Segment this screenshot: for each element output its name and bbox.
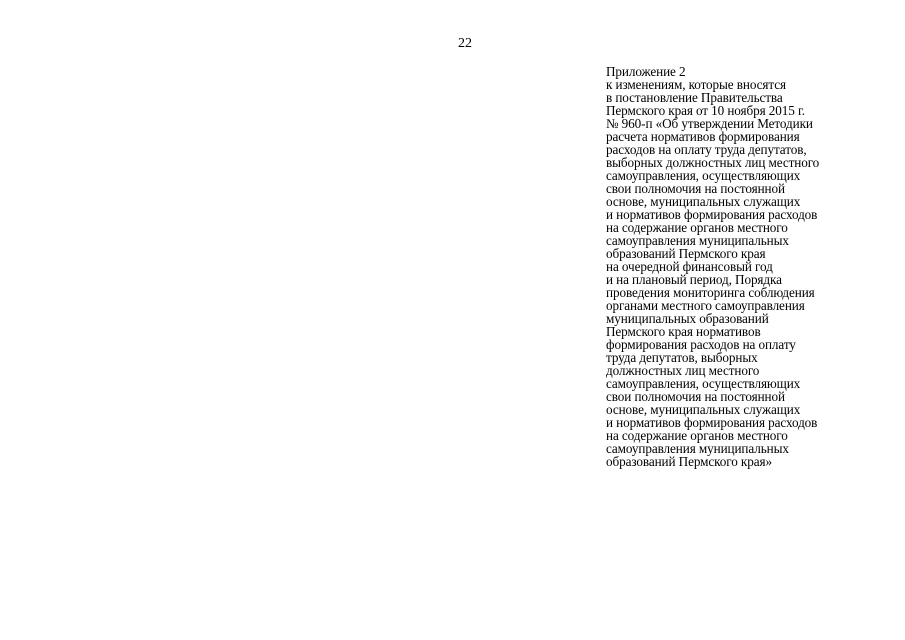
appendix-line: формирования расходов на оплату — [606, 337, 796, 352]
appendix-line: муниципальных образований — [606, 311, 769, 326]
appendix-line: расчета нормативов формирования — [606, 129, 800, 144]
page-number: 22 — [458, 36, 472, 51]
appendix-line: и нормативов формирования расходов — [606, 415, 818, 430]
appendix-line: свои полномочия на постоянной — [606, 181, 785, 196]
appendix-line: на содержание органов местного — [606, 428, 788, 443]
appendix-line: самоуправления муниципальных — [606, 233, 789, 248]
appendix-line: образований Пермского края — [606, 246, 766, 261]
appendix-line: № 960-п «Об утверждении Методики — [606, 116, 813, 131]
appendix-line: самоуправления муниципальных — [606, 441, 789, 456]
appendix-line: в постановление Правительства — [606, 90, 783, 105]
appendix-line: расходов на оплату труда депутатов, — [606, 142, 807, 157]
appendix-line: органами местного самоуправления — [606, 298, 805, 313]
appendix-line: к изменениям, которые вносятся — [606, 77, 786, 92]
appendix-line: и нормативов формирования расходов — [606, 207, 818, 222]
appendix-line: Приложение 2 — [606, 64, 686, 79]
appendix-line: на содержание органов местного — [606, 220, 788, 235]
appendix-line: на очередной финансовый год — [606, 259, 773, 274]
appendix-line: свои полномочия на постоянной — [606, 389, 785, 404]
appendix-line: и на плановый период, Порядка — [606, 272, 782, 287]
appendix-heading-block — [606, 65, 896, 468]
appendix-line: основе, муниципальных служащих — [606, 194, 801, 209]
appendix-line: самоуправления, осуществляющих — [606, 376, 801, 391]
appendix-line: труда депутатов, выборных — [606, 350, 758, 365]
appendix-line: Пермского края нормативов — [606, 324, 761, 339]
appendix-line: Пермского края от 10 ноября 2015 г. — [606, 103, 805, 118]
appendix-line: самоуправления, осуществляющих — [606, 168, 801, 183]
appendix-line: выборных должностных лиц местного — [606, 155, 820, 170]
appendix-line: проведения мониторинга соблюдения — [606, 285, 815, 300]
appendix-line: образований Пермского края» — [606, 454, 772, 469]
appendix-line: должностных лиц местного — [606, 363, 760, 378]
appendix-line: основе, муниципальных служащих — [606, 402, 801, 417]
